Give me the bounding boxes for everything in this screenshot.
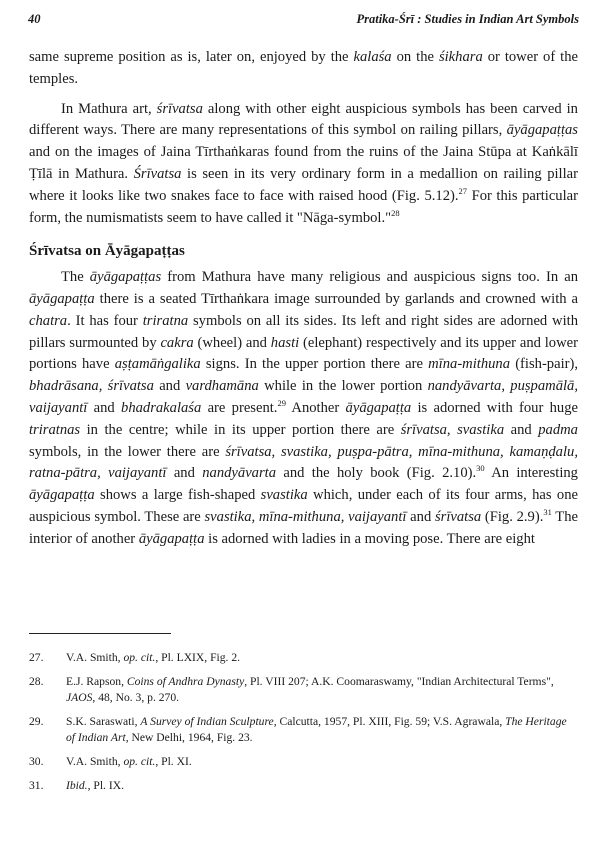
text-run: while in the lower portion: [258, 378, 428, 395]
italic-term: śrīvatsa: [434, 508, 482, 525]
footnotes: [29, 650, 578, 802]
text-run: signs. In the upper portion there are: [200, 356, 429, 373]
text-run: is adorned with ladies in a moving pose. There are eight: [204, 530, 535, 547]
italic-term: Coins of Andhra Dynasty: [126, 675, 245, 688]
text-run: The interior of another: [29, 508, 578, 547]
italic-term: śikhara: [438, 49, 483, 65]
italic-term: āyāgapaṭṭas: [89, 269, 162, 286]
footnote-text: [66, 778, 578, 794]
italic-term: śrīvatsa, svastika: [400, 421, 505, 438]
text-run: is adorned with four huge: [411, 399, 578, 416]
italic-term: āyāgapaṭṭas: [506, 122, 578, 139]
text-run: and: [87, 399, 122, 416]
text-run: and: [166, 465, 203, 482]
text-run: An interesting: [484, 465, 578, 482]
footnote-ref: 29: [277, 398, 286, 409]
italic-term: āyāgapaṭṭa: [29, 290, 95, 307]
text-run: symbols, in the lower there are: [29, 443, 226, 460]
footnote-ref: 31: [543, 507, 552, 518]
running-title: Pratika-Śrī : Studies in Indian Art Symbols: [356, 12, 579, 26]
text-run: and on the images of Jaina Tīrthaṅkaras found from the ruins of the Jaina Stūpa at Kaṅkālī Ṭīlā in Mathura.: [29, 144, 578, 182]
text-run: , Pl. XI.: [155, 755, 192, 768]
text-run: V.A. Smith,: [66, 755, 124, 768]
italic-term: nandyāvarta: [202, 465, 277, 482]
text-run: on the: [391, 49, 439, 65]
text-run: is seen in its very ordinary form in a medallion on railing pillar where it looks like two snakes face to face with raised hood (Fig. 5.12).: [29, 165, 578, 204]
text-run: . It has four: [67, 312, 143, 329]
italic-term: Śrīvatsa: [133, 165, 182, 182]
text-run: and: [406, 508, 435, 525]
paragraph: [29, 47, 578, 91]
text-run: Another: [285, 399, 346, 416]
section-heading: Śrīvatsa on Āyāgapaṭṭas: [29, 243, 185, 260]
text-run: , 48, No. 3, p. 270.: [92, 691, 180, 704]
text-run: symbols on all its sides. Its left and right sides are adorned with pillars surmounted by: [29, 312, 578, 351]
italic-term: op. cit.: [123, 651, 156, 664]
italic-term: kalaśa: [353, 49, 392, 65]
italic-term: śrīvatsa, svastika, puṣpa-pātra, mīna-mithuna, kamaṇḍalu, ratna-pātra, vaijayantī: [29, 443, 578, 482]
text-run: which, under each of its four arms, has one auspicious symbol. These are: [29, 487, 579, 525]
footnote-ref: 27: [458, 185, 467, 196]
text-run: or tower of the temples.: [29, 49, 578, 87]
italic-term: cakra: [160, 334, 194, 351]
text-run: and: [504, 421, 539, 438]
footnote-divider: [29, 633, 171, 634]
italic-term: āyāgapaṭṭa: [138, 530, 205, 547]
text-run: there is a seated Tīrthaṅkara image surrounded by garlands and crowned with a: [94, 290, 578, 307]
text-run: along with other eight auspicious symbols has been carved in different ways. There are many representations of this symbol on railing pillars,: [29, 100, 578, 139]
text-run: are present.: [201, 399, 278, 416]
text-run: shows a large fish-shaped: [94, 487, 261, 504]
italic-term: padma: [538, 421, 578, 438]
text-run: same supreme position as is, later on, enjoyed by the: [29, 49, 354, 65]
text-run: (Fig. 2.9).: [481, 508, 544, 525]
text-run: and the holy book (Fig. 2.10).: [276, 465, 477, 482]
text-run: V.A. Smith,: [66, 651, 124, 664]
text-run: , Pl. VIII 207; A.K. Coomaraswamy, "Indian Architectural Terms",: [244, 675, 554, 688]
paragraph: [29, 267, 578, 550]
italic-term: JAOS: [66, 691, 93, 704]
italic-term: svastika: [260, 487, 308, 504]
text-run: E.J. Rapson,: [66, 675, 127, 688]
footnote-text: [66, 650, 578, 666]
italic-term: śrīvatsa: [156, 100, 203, 117]
text-run: For this particular form, the numismatists seem to have called it "Nāga-symbol.": [29, 187, 578, 226]
text-run: , Calcutta, 1957, Pl. XIII, Fig. 59; V.S. Agrawala,: [273, 715, 506, 728]
italic-term: āyāgapaṭṭa: [345, 399, 412, 416]
text-run: in the centre; while in its upper portion there are: [80, 421, 401, 438]
main-text: [29, 47, 578, 551]
italic-term: triratnas: [29, 421, 81, 438]
italic-term: nandyāvarta, puṣpamālā, vaijayantī: [29, 378, 578, 416]
text-run: (elephant) respectively and its upper and lower portions have: [29, 334, 578, 373]
italic-term: A Survey of Indian Sculpture: [140, 715, 274, 728]
italic-term: hasti: [270, 334, 300, 351]
text-run: , Pl. IX.: [87, 779, 124, 792]
text-run: (fish-pair),: [510, 356, 578, 373]
text-run: and: [153, 378, 186, 395]
text-run: , New Delhi, 1964, Fig. 23.: [125, 731, 253, 744]
footnote-text: [66, 674, 578, 706]
italic-term: vardhamāna: [185, 378, 259, 395]
footnote-number: 27.: [29, 651, 44, 664]
text-run: (wheel) and: [193, 334, 271, 351]
italic-term: Ibid.: [66, 779, 88, 792]
footnote-number: 31.: [29, 779, 44, 792]
paragraph: [29, 99, 578, 230]
footnote: [29, 778, 578, 794]
footnote-number: 28.: [29, 675, 44, 688]
footnote-ref: 30: [476, 463, 485, 474]
footnote: [29, 714, 578, 746]
italic-term: triratna: [142, 312, 189, 329]
footnote: [29, 674, 578, 706]
footnote-ref: 28: [391, 207, 400, 218]
footnote-text: [66, 714, 578, 746]
italic-term: aṣṭamāṅgalika: [114, 356, 201, 373]
page-number: 40: [28, 12, 41, 26]
italic-term: The Heritage of Indian Art: [66, 715, 567, 744]
text-run: , Pl. LXIX, Fig. 2.: [155, 651, 241, 664]
footnote-number: 29.: [29, 715, 44, 728]
text-run: The: [61, 269, 90, 286]
text-run: from Mathura have many religious and auspicious signs too. In an: [161, 269, 578, 286]
italic-term: mīna-mithuna: [428, 356, 511, 373]
footnote: [29, 754, 578, 770]
italic-term: āyāgapaṭṭa: [29, 487, 95, 504]
text-run: In Mathura art,: [61, 100, 157, 117]
italic-term: svastika, mīna-mithuna, vaijayantī: [204, 508, 407, 525]
footnote-number: 30.: [29, 755, 44, 768]
italic-term: chatra: [29, 312, 68, 329]
italic-term: bhadrāsana, śrīvatsa: [29, 378, 154, 395]
footnote: [29, 650, 578, 666]
text-run: S.K. Saraswati,: [66, 715, 141, 728]
italic-term: bhadrakalaśa: [121, 399, 202, 416]
italic-term: op. cit.: [123, 755, 156, 768]
footnote-text: [66, 754, 578, 770]
